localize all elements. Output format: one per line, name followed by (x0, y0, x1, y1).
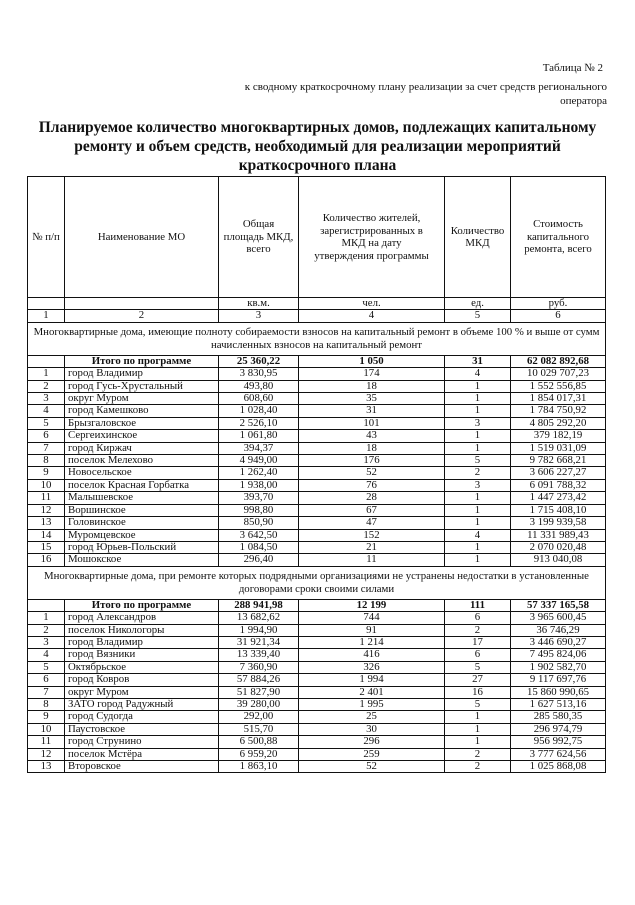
column-numbers-row (28, 310, 606, 322)
cost-value: 36 746,29 (511, 624, 606, 636)
unit-empty (28, 298, 65, 310)
table-row (28, 686, 606, 698)
table-row (28, 674, 606, 686)
residents-value: 101 (299, 417, 445, 429)
cost-value: 285 580,35 (511, 711, 606, 723)
residents-value: 25 (299, 711, 445, 723)
col-header-name: Наименование МО (65, 177, 219, 298)
section-heading-row (28, 566, 606, 599)
table-row (28, 492, 606, 504)
count-value: 1 (445, 393, 511, 405)
area-value: 51 827,90 (219, 686, 299, 698)
residents-value: 43 (299, 430, 445, 442)
area-value: 3 642,50 (219, 529, 299, 541)
area-value: 394,37 (219, 442, 299, 454)
col-header-count: Количество МКД (445, 177, 511, 298)
table-row (28, 541, 606, 553)
residents-value: 35 (299, 393, 445, 405)
cost-value: 7 495 824,06 (511, 649, 606, 661)
col-header-num: № п/п (28, 177, 65, 298)
area-value: 296,40 (219, 554, 299, 566)
area-value: 1 061,80 (219, 430, 299, 442)
section-heading: Многоквартирные дома, при ремонте которых подрядными организациями не устранены недостатки в установленные договорами сроки своими силами (28, 566, 606, 599)
row-number: 4 (28, 649, 65, 661)
cost-value: 1 447 273,42 (511, 492, 606, 504)
area-value: 1 994,90 (219, 624, 299, 636)
count-value: 1 (445, 711, 511, 723)
section-heading-row (28, 322, 606, 355)
total-area: 288 941,98 (219, 599, 299, 611)
total-cost: 62 082 892,68 (511, 355, 606, 367)
table-subtitle: к сводному краткосрочному плану реализации за счет средств регионального оператора (244, 81, 607, 107)
cost-value: 1 784 750,92 (511, 405, 606, 417)
total-count: 31 (445, 355, 511, 367)
row-number: 2 (28, 624, 65, 636)
table-row (28, 636, 606, 648)
col-number: 4 (299, 310, 445, 322)
row-number: 5 (28, 661, 65, 673)
municipality-name: Сергеихинское (65, 430, 219, 442)
area-value: 998,80 (219, 504, 299, 516)
table-row (28, 430, 606, 442)
count-value: 1 (445, 554, 511, 566)
cost-value: 2 070 020,48 (511, 541, 606, 553)
table-row (28, 612, 606, 624)
table-row (28, 711, 606, 723)
municipality-name: поселок Никологоры (65, 624, 219, 636)
col-number: 1 (28, 310, 65, 322)
total-cost: 57 337 165,58 (511, 599, 606, 611)
municipality-name: город Гусь-Хрустальный (65, 380, 219, 392)
residents-value: 152 (299, 529, 445, 541)
count-value: 1 (445, 380, 511, 392)
municipality-name: Воршинское (65, 504, 219, 516)
cost-value: 11 331 989,43 (511, 529, 606, 541)
table-row (28, 698, 606, 710)
municipality-name: Муромцевское (65, 529, 219, 541)
municipality-name: город Владимир (65, 636, 219, 648)
count-value: 6 (445, 649, 511, 661)
municipality-name: город Владимир (65, 368, 219, 380)
area-value: 850,90 (219, 517, 299, 529)
total-row (28, 355, 606, 367)
count-value: 5 (445, 661, 511, 673)
residents-value: 1 994 (299, 674, 445, 686)
area-value: 2 526,10 (219, 417, 299, 429)
count-value: 4 (445, 529, 511, 541)
table-row (28, 736, 606, 748)
municipality-name: Мошокское (65, 554, 219, 566)
cost-value: 1 902 582,70 (511, 661, 606, 673)
municipality-name: город Ковров (65, 674, 219, 686)
count-value: 1 (445, 442, 511, 454)
area-value: 515,70 (219, 723, 299, 735)
count-value: 1 (445, 405, 511, 417)
data-table (27, 176, 606, 773)
table-label: Таблица № 2 (542, 62, 603, 74)
row-number: 10 (28, 479, 65, 491)
count-value: 5 (445, 698, 511, 710)
total-num-empty (28, 355, 65, 367)
row-number: 5 (28, 417, 65, 429)
count-value: 17 (445, 636, 511, 648)
section-heading: Многоквартирные дома, имеющие полноту собираемости взносов на капитальный ремонт в объеме 100 % и выше от сумм начисленных взносов на капитальный ремонт (28, 322, 606, 355)
cost-value: 3 777 624,56 (511, 748, 606, 760)
residents-value: 744 (299, 612, 445, 624)
cost-value: 379 182,19 (511, 430, 606, 442)
area-value: 1 084,50 (219, 541, 299, 553)
cost-value: 3 199 939,58 (511, 517, 606, 529)
total-count: 111 (445, 599, 511, 611)
total-num-empty (28, 599, 65, 611)
residents-value: 47 (299, 517, 445, 529)
residents-value: 2 401 (299, 686, 445, 698)
document-title: Планируемое количество многоквартирных домов, подлежащих капитальному ремонту и объем средств, необходимый для реализации мероприятий краткосрочного плана (38, 119, 597, 174)
area-value: 493,80 (219, 380, 299, 392)
table-row (28, 442, 606, 454)
municipality-name: Паустовское (65, 723, 219, 735)
area-value: 608,60 (219, 393, 299, 405)
row-number: 4 (28, 405, 65, 417)
count-value: 2 (445, 761, 511, 773)
residents-value: 1 214 (299, 636, 445, 648)
row-number: 14 (28, 529, 65, 541)
municipality-name: город Александров (65, 612, 219, 624)
municipality-name: Октябрьское (65, 661, 219, 673)
cost-value: 3 606 227,27 (511, 467, 606, 479)
area-value: 6 959,20 (219, 748, 299, 760)
count-value: 1 (445, 517, 511, 529)
municipality-name: ЗАТО город Радужный (65, 698, 219, 710)
unit-residents: чел. (299, 298, 445, 310)
residents-value: 176 (299, 455, 445, 467)
residents-value: 296 (299, 736, 445, 748)
table-row (28, 748, 606, 760)
table-row (28, 554, 606, 566)
table-row (28, 529, 606, 541)
residents-value: 91 (299, 624, 445, 636)
table-row (28, 393, 606, 405)
count-value: 1 (445, 723, 511, 735)
cost-value: 913 040,08 (511, 554, 606, 566)
count-value: 3 (445, 479, 511, 491)
area-value: 1 028,40 (219, 405, 299, 417)
cost-value: 956 992,75 (511, 736, 606, 748)
cost-value: 4 805 292,20 (511, 417, 606, 429)
municipality-name: поселок Мстёра (65, 748, 219, 760)
cost-value: 1 519 031,09 (511, 442, 606, 454)
residents-value: 21 (299, 541, 445, 553)
residents-value: 18 (299, 442, 445, 454)
row-number: 8 (28, 455, 65, 467)
col-number: 5 (445, 310, 511, 322)
cost-value: 15 860 990,65 (511, 686, 606, 698)
table-row (28, 455, 606, 467)
row-number: 10 (28, 723, 65, 735)
unit-count: ед. (445, 298, 511, 310)
residents-value: 76 (299, 479, 445, 491)
count-value: 5 (445, 455, 511, 467)
area-value: 292,00 (219, 711, 299, 723)
table-row (28, 368, 606, 380)
row-number: 6 (28, 430, 65, 442)
area-value: 13 682,62 (219, 612, 299, 624)
table-row (28, 467, 606, 479)
municipality-name: Новосельское (65, 467, 219, 479)
residents-value: 259 (299, 748, 445, 760)
area-value: 7 360,90 (219, 661, 299, 673)
col-number: 2 (65, 310, 219, 322)
row-number: 16 (28, 554, 65, 566)
unit-empty (65, 298, 219, 310)
municipality-name: город Струнино (65, 736, 219, 748)
residents-value: 31 (299, 405, 445, 417)
cost-value: 3 965 600,45 (511, 612, 606, 624)
municipality-name: город Камешково (65, 405, 219, 417)
area-value: 1 262,40 (219, 467, 299, 479)
col-header-residents: Количество жителей, зарегистрированных в МКД на дату утверждения программы (299, 177, 445, 298)
area-value: 1 863,10 (219, 761, 299, 773)
cost-value: 1 025 868,08 (511, 761, 606, 773)
col-number: 3 (219, 310, 299, 322)
municipality-name: Брызгаловское (65, 417, 219, 429)
count-value: 2 (445, 624, 511, 636)
municipality-name: поселок Мелехово (65, 455, 219, 467)
table-row (28, 504, 606, 516)
area-value: 4 949,00 (219, 455, 299, 467)
total-residents: 1 050 (299, 355, 445, 367)
municipality-name: Головинское (65, 517, 219, 529)
col-header-cost: Стоимость капитального ремонта, всего (511, 177, 606, 298)
row-number: 15 (28, 541, 65, 553)
row-number: 13 (28, 517, 65, 529)
area-value: 39 280,00 (219, 698, 299, 710)
table-row (28, 761, 606, 773)
row-number: 7 (28, 442, 65, 454)
count-value: 1 (445, 504, 511, 516)
residents-value: 52 (299, 761, 445, 773)
count-value: 2 (445, 467, 511, 479)
row-number: 7 (28, 686, 65, 698)
unit-cost: руб. (511, 298, 606, 310)
unit-area: кв.м. (219, 298, 299, 310)
row-number: 3 (28, 393, 65, 405)
table-row (28, 661, 606, 673)
total-label: Итого по программе (65, 599, 219, 611)
area-value: 31 921,34 (219, 636, 299, 648)
row-number: 11 (28, 736, 65, 748)
municipality-name: округ Муром (65, 393, 219, 405)
row-number: 13 (28, 761, 65, 773)
cost-value: 1 854 017,31 (511, 393, 606, 405)
area-value: 13 339,40 (219, 649, 299, 661)
count-value: 4 (445, 368, 511, 380)
row-number: 1 (28, 368, 65, 380)
row-number: 8 (28, 698, 65, 710)
cost-value: 1 552 556,85 (511, 380, 606, 392)
area-value: 3 830,95 (219, 368, 299, 380)
row-number: 11 (28, 492, 65, 504)
total-label: Итого по программе (65, 355, 219, 367)
area-value: 393,70 (219, 492, 299, 504)
area-value: 1 938,00 (219, 479, 299, 491)
municipality-name: Малышевское (65, 492, 219, 504)
row-number: 1 (28, 612, 65, 624)
table-row (28, 417, 606, 429)
row-number: 12 (28, 748, 65, 760)
total-residents: 12 199 (299, 599, 445, 611)
municipality-name: поселок Красная Горбатка (65, 479, 219, 491)
count-value: 16 (445, 686, 511, 698)
row-number: 9 (28, 711, 65, 723)
municipality-name: город Вязники (65, 649, 219, 661)
municipality-name: город Киржач (65, 442, 219, 454)
residents-value: 174 (299, 368, 445, 380)
area-value: 6 500,88 (219, 736, 299, 748)
residents-value: 11 (299, 554, 445, 566)
cost-value: 1 715 408,10 (511, 504, 606, 516)
count-value: 1 (445, 492, 511, 504)
residents-value: 52 (299, 467, 445, 479)
residents-value: 30 (299, 723, 445, 735)
residents-value: 67 (299, 504, 445, 516)
table-row (28, 649, 606, 661)
count-value: 1 (445, 736, 511, 748)
col-number: 6 (511, 310, 606, 322)
cost-value: 296 974,79 (511, 723, 606, 735)
row-number: 12 (28, 504, 65, 516)
municipality-name: округ Муром (65, 686, 219, 698)
table-row (28, 405, 606, 417)
count-value: 3 (445, 417, 511, 429)
cost-value: 6 091 788,32 (511, 479, 606, 491)
table-row (28, 624, 606, 636)
total-row (28, 599, 606, 611)
total-area: 25 360,22 (219, 355, 299, 367)
cost-value: 1 627 513,16 (511, 698, 606, 710)
row-number: 6 (28, 674, 65, 686)
row-number: 2 (28, 380, 65, 392)
residents-value: 18 (299, 380, 445, 392)
area-value: 57 884,26 (219, 674, 299, 686)
units-row (28, 298, 606, 310)
table-row (28, 380, 606, 392)
row-number: 9 (28, 467, 65, 479)
residents-value: 416 (299, 649, 445, 661)
row-number: 3 (28, 636, 65, 648)
municipality-name: город Судогда (65, 711, 219, 723)
col-header-area: Общая площадь МКД, всего (219, 177, 299, 298)
residents-value: 28 (299, 492, 445, 504)
municipality-name: Второвское (65, 761, 219, 773)
municipality-name: город Юрьев-Польский (65, 541, 219, 553)
count-value: 6 (445, 612, 511, 624)
cost-value: 9 117 697,76 (511, 674, 606, 686)
table-row (28, 479, 606, 491)
count-value: 1 (445, 541, 511, 553)
count-value: 2 (445, 748, 511, 760)
residents-value: 1 995 (299, 698, 445, 710)
residents-value: 326 (299, 661, 445, 673)
table-row (28, 517, 606, 529)
count-value: 1 (445, 430, 511, 442)
cost-value: 9 782 668,21 (511, 455, 606, 467)
cost-value: 3 446 690,27 (511, 636, 606, 648)
cost-value: 10 029 707,23 (511, 368, 606, 380)
count-value: 27 (445, 674, 511, 686)
table-row (28, 723, 606, 735)
